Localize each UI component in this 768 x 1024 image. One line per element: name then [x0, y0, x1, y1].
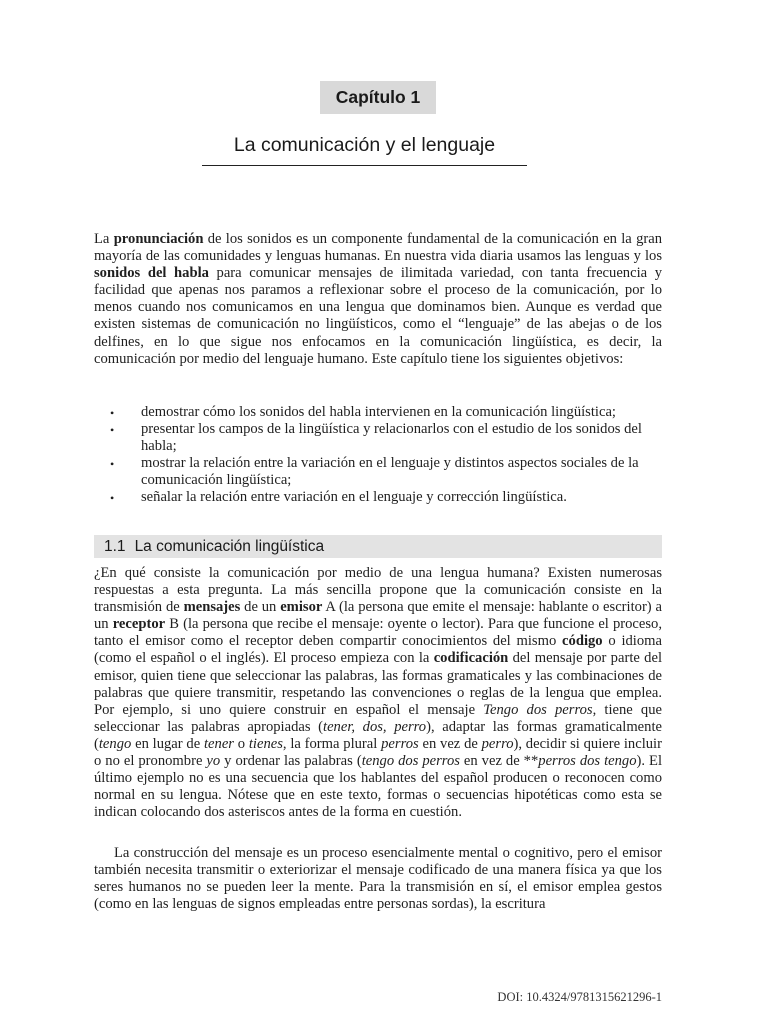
bullet-icon: •	[110, 457, 115, 472]
list-item: • mostrar la relación entre la variación en el lenguaje y distintos aspectos sociales de la comunicación lingüística;	[110, 455, 639, 489]
doi-footer: DOI: 10.4324/9781315621296-1	[497, 990, 662, 1004]
objectives-list	[110, 404, 662, 507]
bullet-icon: •	[110, 406, 115, 420]
intro-paragraph: La pronunciación de los sonidos es un componente fundamental de la comunicación en la gran mayoría de las comunidades y lenguas humanas. En nuestra vida diaria usamos las lenguas y los sonidos del habla para comunicar mensajes de ilimitada variedad, con tanta frecuencia y facilidad que apenas nos paramos a reflexionar sobre el proceso de la comunicación, por lo menos cuando nos comunicamos en una lengua que dominamos bien. Aunque es verdad que existen sistemas de comunicación no lingüísticos, como el “lenguaje” de las abejas o de los delfines, en lo que sigue nos enfocamos en la comunicación lingüística, es decir, la comunicación por medio del lenguaje humano. Este capítulo tiene los siguientes objetivos:	[94, 231, 662, 367]
list-item: • señalar la relación entre variación en el lenguaje y corrección lingüística.	[110, 489, 662, 506]
chapter-label: Capítulo 1	[320, 81, 436, 114]
body-paragraph-2: La construcción del mensaje es un proceso esencialmente mental o cognitivo, pero el emisor también necesita transmitir o exteriorizar el mensaje codificado de una manera física ya que los seres humanos no se pueden leer la mente. Para la transmisión en sí, el emisor emplea gestos (como en las lenguas de signos empleadas entre personas sordas), la escritura	[94, 845, 662, 913]
list-item: • presentar los campos de la lingüística y relacionarlos con el estudio de los sonidos del habla;	[110, 421, 642, 455]
bullet-icon: •	[110, 423, 115, 438]
chapter-title: La comunicación y el lenguaje	[202, 131, 527, 166]
section-heading	[94, 535, 662, 558]
section-number: 1.1	[104, 538, 126, 555]
body-paragraph-1: ¿En qué consiste la comunicación por medio de una lengua humana? Existen numerosas respuestas a esta pregunta. La más sencilla propone que la comunicación consiste en la transmisión de mensajes de un emisor A (la persona que emite el mensaje: hablante o escritor) a un receptor B (la persona que recibe el mensaje: oyente o lector). Para que funcione el proceso, tanto el emisor como el receptor deben compartir conocimientos del mismo código o idioma (como el español o el inglés). El proceso empieza con la codificación del mensaje por parte del emisor, quien tiene que seleccionar las palabras, las formas gramaticales y las combinaciones de palabras que quiere transmitir, respetando las convenciones o reglas de la lengua que emplea. Por ejemplo, si uno quiere construir en español el mensaje Tengo dos perros, tiene que seleccionar las palabras apropiadas (tener, dos, perro), adaptar las formas gramaticalmente (tengo en lugar de tener o tienes, la forma plural perros en vez de perro), decidir si quiere incluir o no el pronombre yo y ordenar las palabras (tengo dos perros en vez de **perros dos tengo). El último ejemplo no es una secuencia que los hablantes del español producen o reconocen como normal en su lengua. Nótese que en este texto, formas o secuencias hipotéticas como esta se indican colocando dos asteriscos antes de la forma en cuestión.	[94, 565, 663, 821]
list-item: • demostrar cómo los sonidos del habla intervienen en la comunicación lingüística;	[110, 404, 662, 421]
bullet-icon: •	[110, 491, 115, 506]
section-title: La comunicación lingüística	[134, 538, 325, 555]
